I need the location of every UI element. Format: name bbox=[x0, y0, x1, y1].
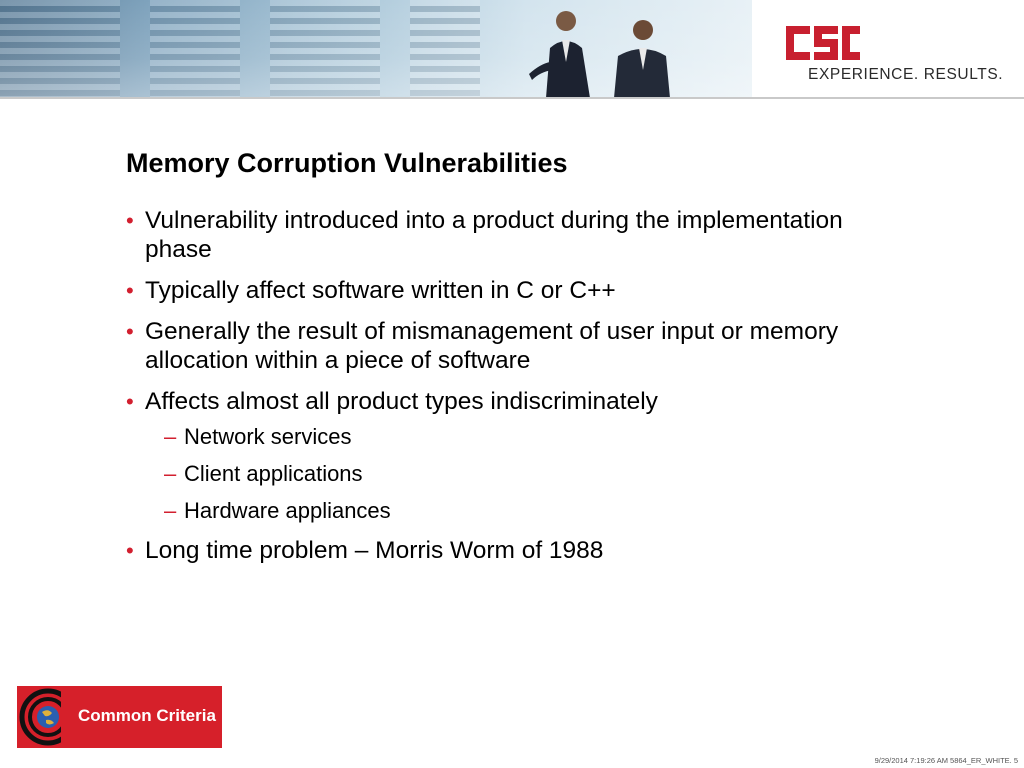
bullet-text: Vulnerability introduced into a product during the implementation phase bbox=[145, 207, 843, 263]
slide-title: Memory Corruption Vulnerabilities bbox=[126, 148, 568, 178]
sub-bullet-text: Client applications bbox=[184, 461, 363, 486]
tagline: EXPERIENCE. RESULTS. bbox=[808, 66, 1004, 83]
header-banner-photo bbox=[0, 0, 752, 98]
bullet-text: Typically affect software written in C or C++ bbox=[145, 277, 616, 304]
sub-bullet-text: Network services bbox=[184, 424, 352, 449]
bullet-text: Generally the result of mismanagement of user input or memory allocation within a piece of software bbox=[145, 318, 839, 374]
footer-text: 9/29/2014 7:19:26 AM 5864_ER_WHITE. 5 bbox=[874, 756, 1018, 765]
common-criteria-logo bbox=[17, 686, 222, 748]
globe-icon bbox=[17, 686, 79, 748]
bullet-dot-icon: • bbox=[126, 278, 134, 303]
sub-bullet-item bbox=[126, 424, 886, 450]
bullet-list bbox=[126, 206, 886, 577]
bullet-dot-icon: • bbox=[126, 319, 134, 344]
bullet-item bbox=[126, 387, 886, 416]
bullet-dot-icon: • bbox=[126, 538, 134, 563]
businessmen-illustration bbox=[0, 0, 752, 98]
dash-icon: – bbox=[164, 424, 177, 449]
sub-bullet-item bbox=[126, 498, 886, 524]
bullet-text: Affects almost all product types indiscriminately bbox=[145, 388, 658, 415]
bullet-item bbox=[126, 536, 886, 565]
bullet-item bbox=[126, 206, 886, 264]
bullet-dot-icon: • bbox=[126, 208, 134, 233]
header-divider bbox=[0, 97, 1024, 99]
dash-icon: – bbox=[164, 461, 177, 486]
logo-text: Common Criteria bbox=[78, 706, 216, 725]
sub-bullet-item bbox=[126, 461, 886, 487]
dash-icon: – bbox=[164, 498, 177, 523]
bullet-text: Long time problem – Morris Worm of 1988 bbox=[145, 537, 604, 564]
bullet-dot-icon: • bbox=[126, 389, 134, 414]
sub-bullet-text: Hardware appliances bbox=[184, 498, 391, 523]
bullet-item bbox=[126, 276, 886, 305]
bullet-item bbox=[126, 317, 886, 375]
